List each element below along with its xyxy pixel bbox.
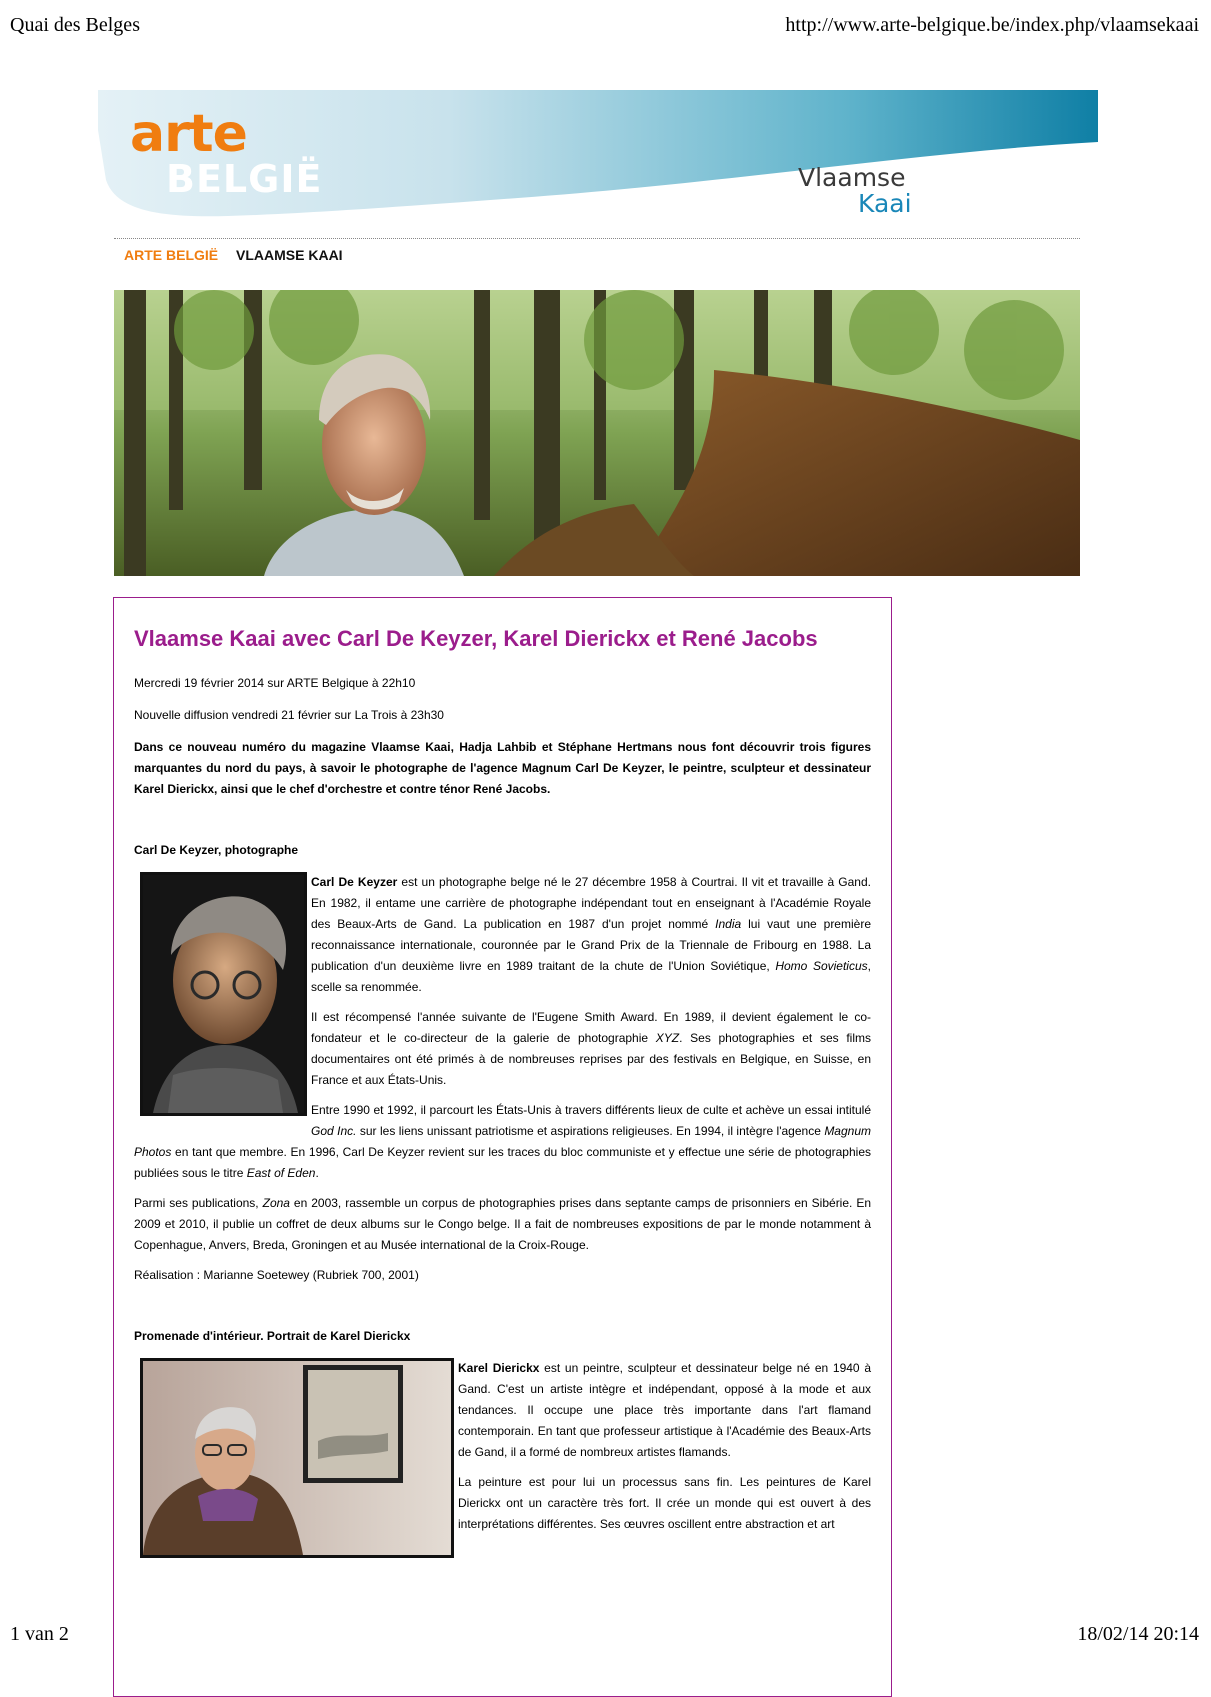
karel-dierickx-name: Karel Dierickx (458, 1361, 540, 1375)
article-box (113, 597, 892, 1697)
carl-de-keyzer-paragraph-4: Parmi ses publications, Zona en 2003, rassemble un corpus de photographies prises dans septante camps de prisonniers en Sibérie. En 2009 et 2010, il publie un coffret de deux albums sur le Congo belge. Il a fait de nombreuses expositions de par le monde notamment à Copenhague, Anvers, Breda, Groningen et au Musée international de la Croix-Rouge. (134, 1196, 871, 1252)
carl-de-keyzer-paragraph-3: Entre 1990 et 1992, il parcourt les États-Unis à travers différents lieux de culte et achève un essai intitulé God Inc. sur les liens unissant patriotisme et aspirations religieuses. En 1994, il intègre l'agence Magnum Photos en tant que membre. En 1996, Carl De Keyzer revient sur les traces du bloc communiste et y effectue une série de photographies publiées sous le titre East of Eden. (134, 1103, 871, 1180)
broadcast-date: Mercredi 19 février 2014 sur ARTE Belgique à 22h10 (134, 676, 416, 690)
karel-dierickx-portrait (140, 1358, 454, 1558)
karel-dierickx-paragraph-2: La peinture est pour lui un processus sans fin. Les peintures de Karel Dierickx ont un caractère très fort. Il crée un monde qui est ouvert à des interprétations différentes. Ses œuvres oscillent entre abstraction et art (458, 1475, 871, 1531)
divider (114, 238, 1080, 239)
karel-dierickx-paragraph-1: Karel Dierickx est un peintre, sculpteur et dessinateur belge né en 1940 à Gand. C'est un artiste intègre et indépendant, opposé à la mode et aux tendances. Il occupe une place très importante dans l'art flamand contemporain. En tant que professeur artistique à l'Académie des Beaux-Arts de Gand, il a formé de nombreux artistes flamands. (458, 1361, 871, 1459)
breadcrumb-nav (124, 247, 357, 263)
section-heading-karel-dierickx: Promenade d'intérieur. Portrait de Karel Dierickx (134, 1329, 411, 1343)
article-title: Vlaamse Kaai avec Carl De Keyzer, Karel Dierickx et René Jacobs (134, 626, 818, 651)
hero-image (114, 290, 1080, 576)
carl-de-keyzer-portrait (140, 872, 307, 1116)
nav-vlaamse-kaai-link[interactable]: VLAAMSE KAAI (236, 247, 343, 263)
belgie-logo[interactable]: BELGIË (166, 157, 323, 201)
article-intro: Dans ce nouveau numéro du magazine Vlaamse Kaai, Hadja Lahbib et Stéphane Hertmans nous font découvrir trois figures marquantes du nord du pays, à savoir le photographe de l'agence Magnum Carl De Keyzer, le peintre, sculpteur et dessinateur Karel Dierickx, ainsi que le chef d'orchestre et contre ténor René Jacobs. (134, 740, 871, 796)
print-header-title: Quai des Belges (10, 14, 140, 36)
vlaamse-kaai-logo-line2: Kaai (858, 189, 912, 218)
section-heading-carl-de-keyzer: Carl De Keyzer, photographe (134, 843, 299, 857)
carl-de-keyzer-paragraph-1: Carl De Keyzer est un photographe belge né le 27 décembre 1958 à Courtrai. Il vit et travaille à Gand. En 1982, il entame une carrière de photographe indépendant tout en enseignant à l'Académie Royale des Beaux-Arts de Gand. La publication en 1987 d'un projet nommé India lui vaut une première reconnaissance internationale, couronnée par le Grand Prix de la Triennale de Fribourg en 1988. La publication d'un deuxième livre en 1989 traitant de la chute de l'Union Soviétique, Homo Sovieticus, scelle sa renommée. (311, 875, 871, 994)
arte-logo[interactable]: arte (130, 104, 247, 164)
section-karel-dierickx (134, 1358, 871, 1535)
nav-arte-belgie-link[interactable]: ARTE BELGIË (124, 247, 219, 263)
print-header-url: http://www.arte-belgique.be/index.php/vlaamsekaai (785, 14, 1199, 36)
section-carl-de-keyzer (134, 872, 871, 1286)
print-footer-datetime: 18/02/14 20:14 (1077, 1623, 1199, 1645)
rebroadcast-date: Nouvelle diffusion vendredi 21 février sur La Trois à 23h30 (134, 708, 444, 722)
carl-de-keyzer-credit: Réalisation : Marianne Soetewey (Rubriek 700, 2001) (134, 1268, 419, 1282)
carl-de-keyzer-paragraph-2: Il est récompensé l'année suivante de l'Eugene Smith Award. En 1989, il devient également le co-fondateur et le co-directeur de la galerie de photographie XYZ. Ses photographies et ses films documentaires ont été primés à de nombreuses reprises par des festivals en Belgique, en Suisse, en France et aux États-Unis. (311, 1010, 871, 1087)
print-footer-page: 1 van 2 (10, 1623, 69, 1645)
carl-de-keyzer-name: Carl De Keyzer (311, 875, 398, 889)
vlaamse-kaai-logo-line1: Vlaamse (798, 163, 906, 192)
site-banner (98, 90, 1098, 220)
